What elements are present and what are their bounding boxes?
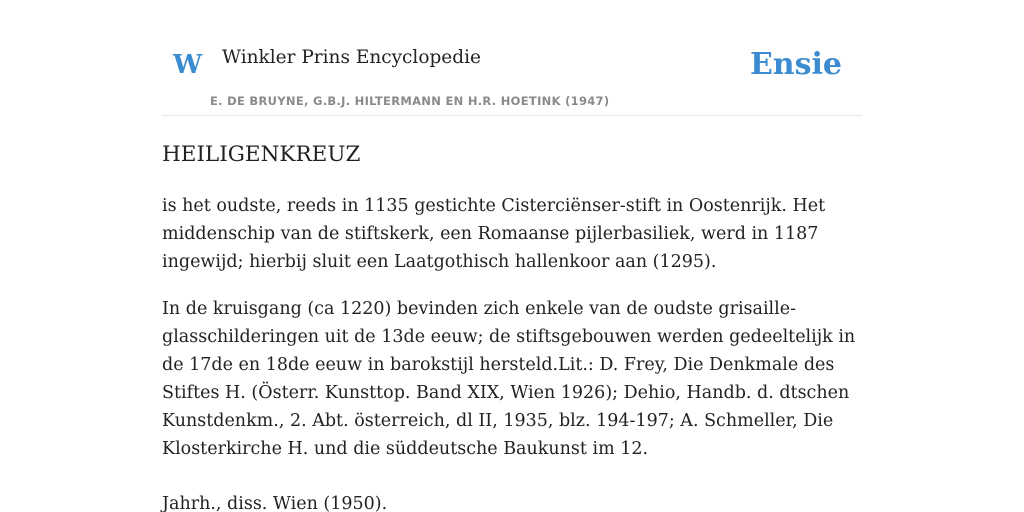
article-paragraph: In de kruisgang (ca 1220) bevinden zich enkele van de oudste grisaille-glasschilderingen uit de 13de eeuw; de stiftsgebouwen werden gedeeltelijk in de 17de en 18de eeuw in barokstijl hersteld.Lit.: D. Frey, Die Denkmale des Stiftes H. (Österr. Kunsttop. Band XIX, Wien 1926); Dehio, Handb. d. dtschen Kunstdenkm., 2. Abt. österreich, dl II, 1935, blz. 194-197; A. Schmeller, Die Klosterkirche H. und die süddeutsche Baukunst im 12. <box>162 299 856 459</box>
source-logo-icon[interactable]: W <box>173 50 203 80</box>
article-paragraph: is het oudste, reeds in 1135 gestichte Cisterciënser-stift in Oostenrijk. Het middenschip van de stiftskerk, een Romaanse pijlerbasiliek, werd in 1187 ingewijd; hierbij sluit een Laatgothisch hallenkoor aan (1295). <box>162 196 826 272</box>
brand-logo[interactable]: Ensie <box>749 47 842 82</box>
article-container <box>162 0 862 512</box>
source-header <box>162 0 862 116</box>
source-title[interactable]: Winkler Prins Encyclopedie <box>222 47 481 68</box>
source-authors: E. DE BRUYNE, G.B.J. HILTERMANN EN H.R. HOETINK (1947) <box>210 94 610 108</box>
article-paragraph: Jahrh., diss. Wien (1950). <box>162 494 388 512</box>
article-title: HEILIGENKREUZ <box>162 142 361 167</box>
